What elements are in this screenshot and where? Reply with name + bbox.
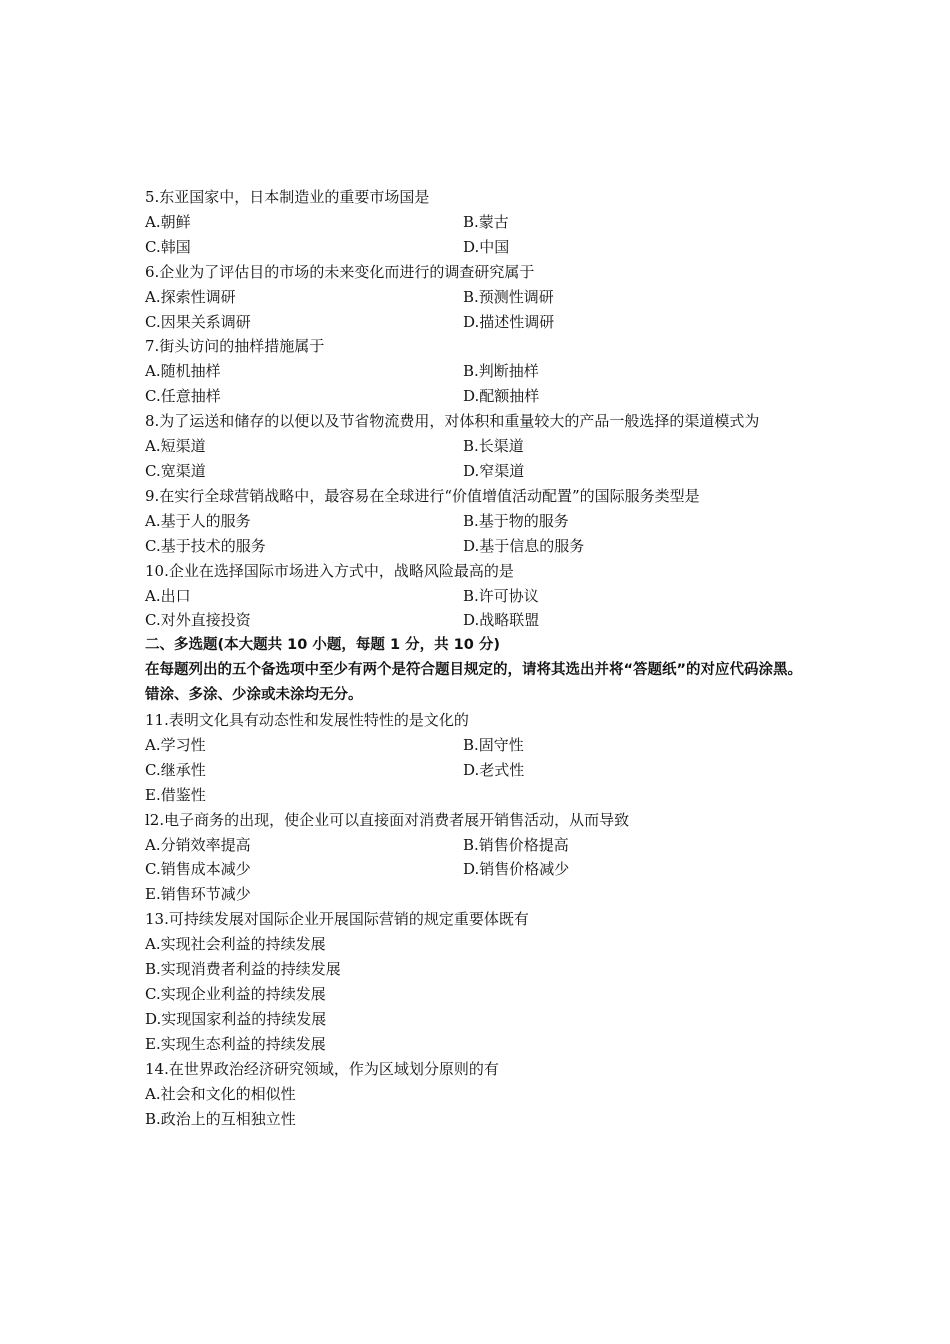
- option-a: A.出口: [145, 586, 191, 605]
- option-d: D.配额抽样: [463, 387, 540, 406]
- option-d: D.老式性: [463, 760, 525, 779]
- option-d: D.窄渠道: [463, 461, 525, 480]
- option-e: E.借鉴性: [145, 785, 206, 804]
- question-13-stem: 13.可持续发展对国际企业开展国际营销的规定重要体既有: [145, 910, 529, 929]
- question-11-stem: 11.表明文化具有动态性和发展性特性的是文化的: [145, 711, 469, 730]
- option-b: B.基于物的服务: [463, 511, 569, 530]
- option-b: B.销售价格提高: [463, 835, 569, 854]
- option-a: A.社会和文化的相似性: [145, 1084, 296, 1103]
- document-page: [145, 185, 810, 1131]
- option-d: D.实现国家利益的持续发展: [145, 1009, 327, 1028]
- option-d: D.战略联盟: [463, 611, 540, 630]
- question-7-options-row-2: [145, 384, 810, 409]
- option-c: C.宽渠道: [145, 461, 206, 480]
- option-e: E.销售环节减少: [145, 885, 251, 904]
- option-d: D.销售价格减少: [463, 860, 570, 879]
- option-d: D.描述性调研: [463, 312, 555, 331]
- option-b: B.实现消费者利益的持续发展: [145, 960, 341, 979]
- question-8-options-row-1: [145, 434, 810, 459]
- option-c: C.韩国: [145, 237, 191, 256]
- option-c: C.因果关系调研: [145, 312, 251, 331]
- question-10-options-row-2: [145, 608, 810, 633]
- option-a: A.学习性: [145, 735, 206, 754]
- question-12-options-row-2: [145, 857, 810, 882]
- option-a: A.实现社会利益的持续发展: [145, 935, 326, 954]
- option-b: B.许可协议: [463, 586, 539, 605]
- option-c: C.实现企业利益的持续发展: [145, 985, 326, 1003]
- question-8-options-row-2: [145, 459, 810, 484]
- question-8-stem: 8.为了运送和储存的以便以及节省物流费用，对体积和重量较大的产品一般选择的渠道模式为: [145, 412, 760, 431]
- option-b: B.蒙古: [463, 212, 509, 231]
- option-c: C.继承性: [145, 760, 206, 779]
- question-7-stem: 7.街头访问的抽样措施属于: [145, 337, 325, 356]
- question-10-stem: 10.企业在选择国际市场进入方式中，战略风险最高的是: [145, 561, 514, 580]
- option-a: A.基于人的服务: [145, 511, 251, 530]
- question-14-stem: 14.在世界政治经济研究领域，作为区域划分原则的有: [145, 1059, 499, 1078]
- question-6-stem: 6.企业为了评估目的市场的未来变化而进行的调查研究属于: [145, 262, 535, 281]
- question-5-options-row-2: [145, 235, 810, 260]
- question-5-options-row-1: [145, 210, 810, 235]
- option-c: C.销售成本减少: [145, 860, 251, 879]
- question-12-stem: l2.电子商务的出现，使企业可以直接面对消费者展开销售活动，从而导致: [145, 810, 630, 829]
- question-5-stem: 5.东亚国家中，日本制造业的重要市场国是: [145, 188, 430, 206]
- section-instructions: 在每题列出的五个备选项中至少有两个是符合题目规定的，请将其选出并将“答题纸”的对应代码涂黑。错涂、多涂、少涂或未涂均无分。: [145, 662, 803, 704]
- question-9-stem: 9.在实行全球营销战略中，最容易在全球进行“价值增值活动配置”的国际服务类型是: [145, 486, 700, 505]
- question-7-options-row-1: [145, 359, 810, 384]
- option-a: A.探索性调研: [145, 287, 236, 306]
- option-a: A.随机抽样: [145, 362, 221, 381]
- question-11-options-row-1: [145, 733, 810, 758]
- option-b: B.长渠道: [463, 437, 524, 456]
- option-c: C.对外直接投资: [145, 611, 251, 630]
- option-d: D.基于信息的服务: [463, 536, 585, 555]
- option-b: B.预测性调研: [463, 287, 554, 306]
- question-9-options-row-1: [145, 509, 810, 534]
- option-a: A.朝鲜: [145, 212, 191, 231]
- option-a: A.分销效率提高: [145, 835, 251, 854]
- option-a: A.短渠道: [145, 437, 206, 456]
- option-d: D.中国: [463, 237, 510, 256]
- option-e: E.实现生态利益的持续发展: [145, 1034, 326, 1053]
- question-12-options-row-1: [145, 833, 810, 858]
- option-b: B.判断抽样: [463, 362, 539, 381]
- option-b: B.政治上的互相独立性: [145, 1109, 296, 1128]
- section-title: 二、多选题(本大题共 10 小题，每题 1 分，共 10 分): [145, 637, 500, 654]
- option-b: B.固守性: [463, 735, 524, 754]
- question-10-options-row-1: [145, 584, 810, 609]
- question-9-options-row-2: [145, 534, 810, 559]
- option-c: C.任意抽样: [145, 387, 221, 406]
- question-11-options-row-2: [145, 758, 810, 783]
- question-6-options-row-2: [145, 310, 810, 335]
- option-c: C.基于技术的服务: [145, 536, 266, 555]
- question-6-options-row-1: [145, 285, 810, 310]
